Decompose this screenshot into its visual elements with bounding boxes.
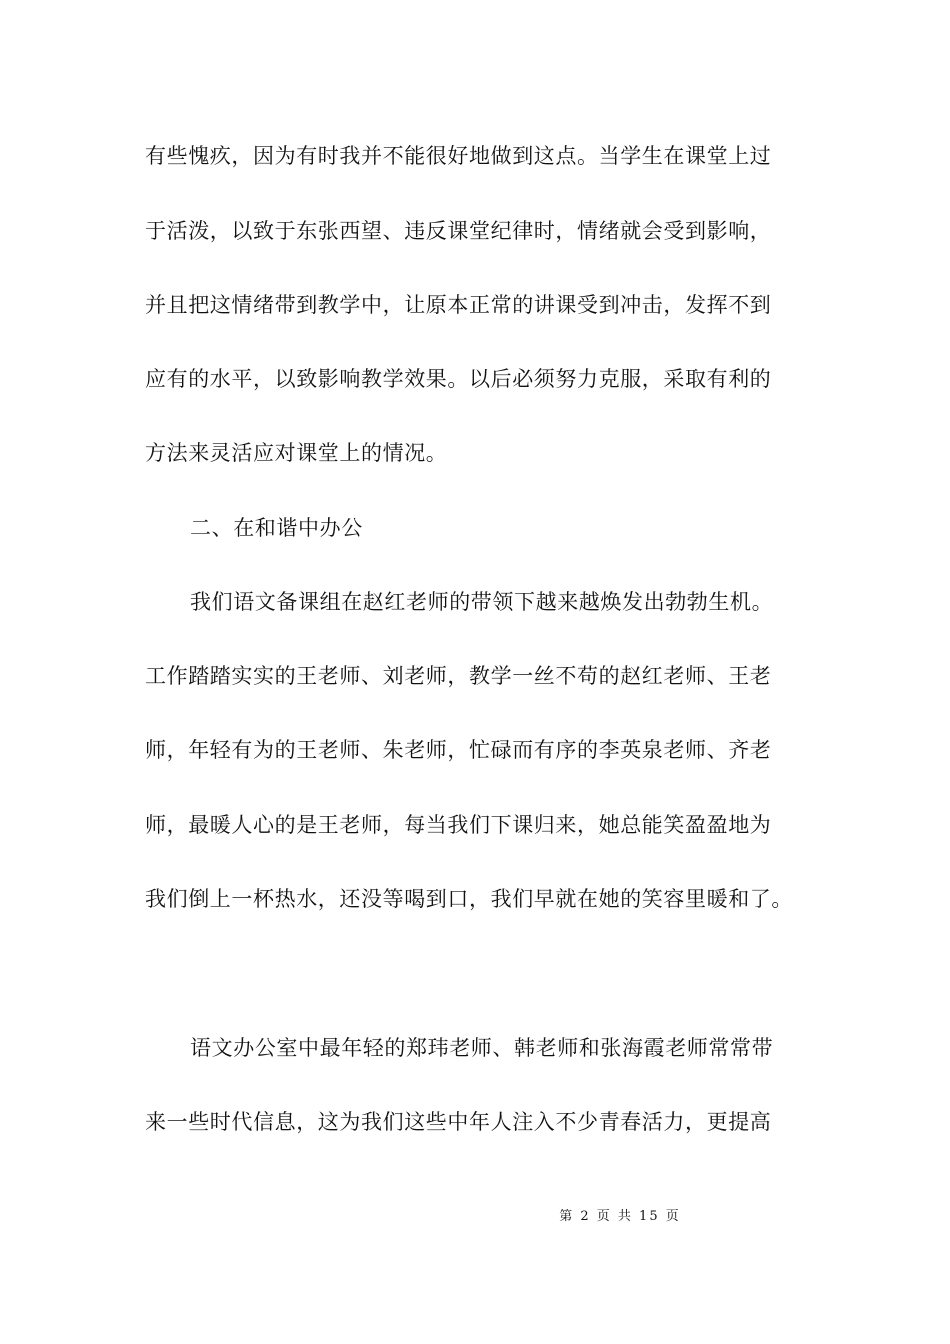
paragraph-line: 于活泼，以致于东张西望、违反课堂纪律时，情绪就会受到影响， [145,219,772,243]
section-heading: 二、在和谐中办公 [190,516,363,540]
paragraph-line: 师，年轻有为的王老师、朱老师，忙碌而有序的李英泉老师、齐老 [145,738,772,762]
paragraph-line: 应有的水平，以致影响教学效果。以后必须努力克服，采取有利的 [145,367,772,391]
paragraph-line: 工作踏踏实实的王老师、刘老师，教学一丝不苟的赵红老师、王老 [145,664,772,688]
paragraph-line: 有些愧疚，因为有时我并不能很好地做到这点。当学生在课堂上过 [145,144,772,168]
paragraph-line: 来一些时代信息，这为我们这些中年人注入不少青春活力，更提高 [145,1110,772,1134]
paragraph-line: 我们倒上一杯热水，还没等喝到口，我们早就在她的笑容里暖和了。 [145,887,793,911]
paragraph-line: 语文办公室中最年轻的郑玮老师、韩老师和张海霞老师常常带 [190,1036,774,1060]
paragraph-line: 师，最暖人心的是王老师，每当我们下课归来，她总能笑盈盈地为 [145,813,772,837]
page-footer: 第 2 页 共 15 页 [559,1209,681,1224]
paragraph-line: 我们语文备课组在赵红老师的带领下越来越焕发出勃勃生机。 [190,590,774,614]
paragraph-line: 并且把这情绪带到教学中，让原本正常的讲课受到冲击，发挥不到 [145,293,772,317]
paragraph-line: 方法来灵活应对课堂上的情况。 [145,441,448,465]
